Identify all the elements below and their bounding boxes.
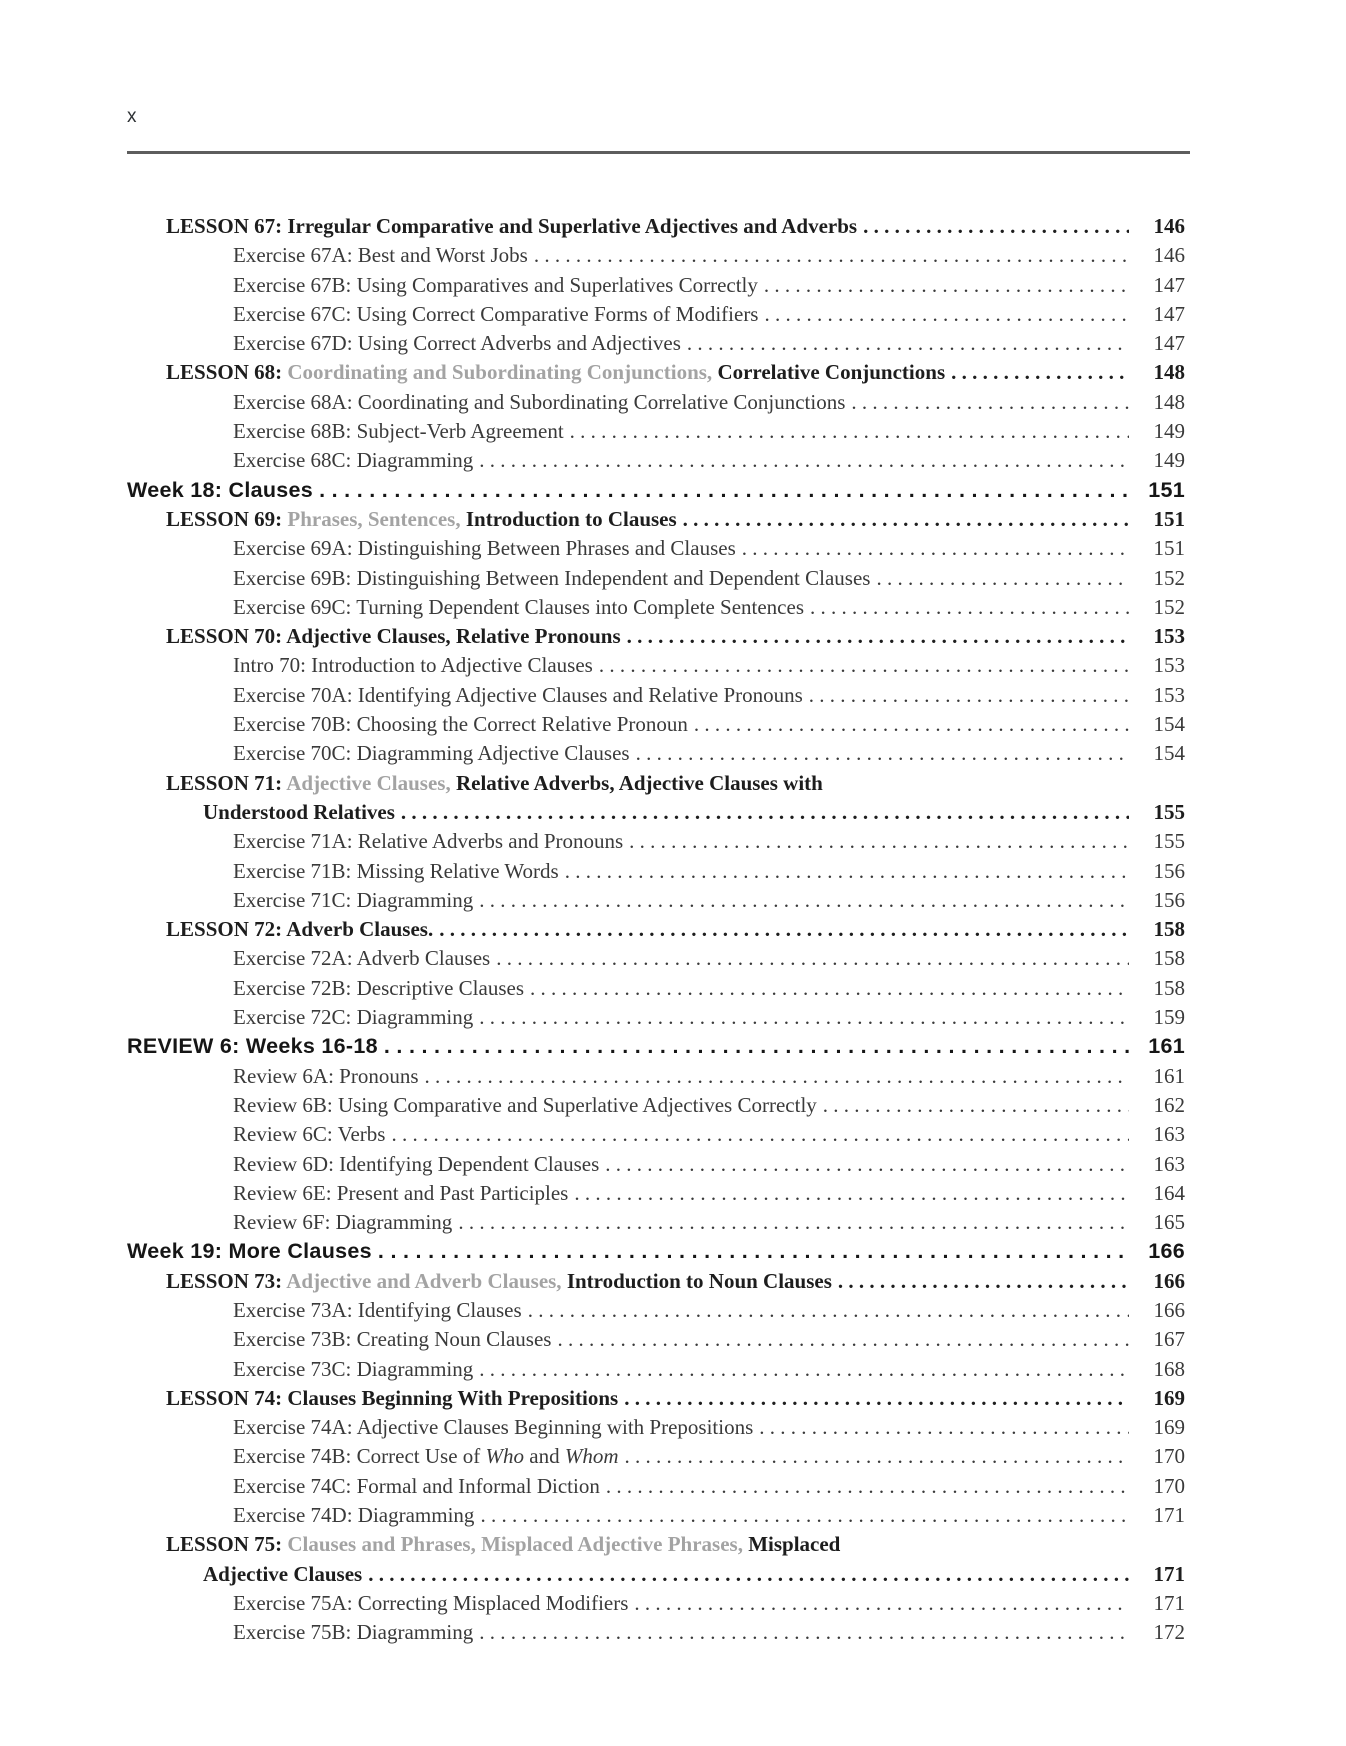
toc-entry-title xyxy=(233,739,630,768)
toc-page-number: 170 xyxy=(1153,1473,1185,1498)
toc-entry-title xyxy=(233,329,681,358)
toc-entry-text-segment: Exercise 74C: Formal and Informal Diction xyxy=(233,1473,600,1498)
dot-leader xyxy=(764,271,1129,300)
toc-entry-text-segment: Exercise 68C: Diagramming xyxy=(233,448,474,473)
toc-entry xyxy=(127,1442,1185,1471)
toc-entry xyxy=(127,1237,1185,1266)
toc-entry-title xyxy=(233,1208,452,1237)
toc-entry xyxy=(127,505,1185,534)
toc-page-number: 152 xyxy=(1153,565,1185,590)
toc-entry-title xyxy=(166,1267,832,1296)
toc-entry-text-segment: and xyxy=(524,1444,565,1469)
dot-leader xyxy=(439,915,1129,944)
toc-page-number: 169 xyxy=(1153,1415,1185,1440)
toc-entry-title xyxy=(233,651,593,680)
toc-entry-title xyxy=(127,1237,372,1266)
toc-entry-title xyxy=(203,798,395,827)
toc-entry-text-segment: Adjective Clauses xyxy=(203,1561,363,1586)
toc-entry xyxy=(127,1589,1185,1618)
toc-entry-title xyxy=(233,944,490,973)
dot-leader xyxy=(876,564,1129,593)
toc-entry-text-segment: Relative Adverbs, Adjective Clauses with xyxy=(455,770,823,795)
toc-entry xyxy=(127,915,1185,944)
dot-leader xyxy=(599,651,1129,680)
toc-page-number: 161 xyxy=(1148,1034,1185,1059)
page-folio: x xyxy=(127,106,137,127)
toc-entry xyxy=(127,1179,1185,1208)
toc-entry-text-segment: Exercise 72C: Diagramming xyxy=(233,1005,474,1030)
toc-entry xyxy=(127,1560,1185,1589)
toc-entry-text-segment: Exercise 67A: Best and Worst Jobs xyxy=(233,243,528,268)
toc-entry-text-segment: Adjective and Adverb Clauses, xyxy=(286,1268,567,1293)
toc-entry xyxy=(127,1296,1185,1325)
toc-entry xyxy=(127,593,1185,622)
toc-entry-title xyxy=(233,1442,619,1471)
toc-entry-title xyxy=(166,769,823,798)
dot-leader xyxy=(625,1442,1129,1471)
toc-entry xyxy=(127,651,1185,680)
toc-entry-title xyxy=(233,417,564,446)
toc-entry xyxy=(127,1413,1185,1442)
toc-entry-text-segment: LESSON 69: xyxy=(166,506,288,531)
dot-leader xyxy=(810,593,1129,622)
dot-leader xyxy=(863,212,1129,241)
dot-leader xyxy=(627,622,1129,651)
toc-entry-title xyxy=(233,300,758,329)
toc-entry-title xyxy=(233,1325,551,1354)
toc-entry-title xyxy=(233,827,623,856)
toc-entry xyxy=(127,1032,1185,1061)
toc-entry xyxy=(127,622,1185,651)
dot-leader xyxy=(458,1208,1129,1237)
toc-entry-text-segment: LESSON 72: Adverb Clauses. xyxy=(166,917,434,942)
header-rule xyxy=(127,151,1190,154)
toc-page-number: 156 xyxy=(1153,858,1185,883)
toc-entry-text-segment: Exercise 68A: Coordinating and Subordinating Correlative Conjunctions xyxy=(233,389,846,414)
toc-entry-text-segment: LESSON 75: xyxy=(166,1532,288,1557)
toc-entry-text-segment: Coordinating and Subordinating Conjunctions, xyxy=(287,360,718,385)
toc-entry xyxy=(127,769,1185,798)
dot-leader xyxy=(528,1296,1129,1325)
toc-entry-title xyxy=(233,1618,473,1647)
toc-entry-text-segment: Who xyxy=(485,1444,525,1469)
toc-page-number: 158 xyxy=(1153,917,1185,942)
dot-leader xyxy=(764,300,1129,329)
toc-page-number: 159 xyxy=(1153,1005,1185,1030)
toc-entry-title xyxy=(233,446,473,475)
toc-page-number: 166 xyxy=(1153,1268,1185,1293)
toc-entry xyxy=(127,388,1185,417)
toc-entry-title xyxy=(233,710,688,739)
toc-entry-text-segment: Phrases, Sentences, xyxy=(287,506,466,531)
toc-page-number: 164 xyxy=(1153,1180,1185,1205)
toc-entry-text-segment: REVIEW 6: Weeks 16-18 xyxy=(127,1034,378,1059)
toc-entry xyxy=(127,1062,1185,1091)
toc-entry-title xyxy=(233,1091,817,1120)
toc-entry-text-segment: LESSON 71: xyxy=(166,770,287,795)
toc-page-number: 166 xyxy=(1148,1239,1185,1264)
dot-leader xyxy=(378,1237,1129,1266)
dot-leader xyxy=(629,827,1129,856)
toc-entry-title xyxy=(166,212,857,241)
dot-leader xyxy=(479,886,1129,915)
toc-entry-title xyxy=(233,1062,419,1091)
toc-list xyxy=(127,212,1185,1648)
dot-leader xyxy=(530,974,1129,1003)
toc-page-number: 154 xyxy=(1153,712,1185,737)
toc-entry-text-segment: LESSON 74: Clauses Beginning With Prepositions xyxy=(166,1385,619,1410)
toc-entry-text-segment: Exercise 67C: Using Correct Comparative Forms of Modifiers xyxy=(233,301,759,326)
toc-entry xyxy=(127,1325,1185,1354)
toc-entry-text-segment: Introduction to Noun Clauses xyxy=(566,1268,832,1293)
toc-entry-text-segment: Exercise 71B: Missing Relative Words xyxy=(233,858,559,883)
toc-entry xyxy=(127,681,1185,710)
toc-entry-text-segment: Exercise 74B: Correct Use of xyxy=(233,1444,486,1469)
toc-entry-title xyxy=(203,1560,362,1589)
toc-entry-title xyxy=(166,1530,840,1559)
toc-entry-text-segment: Exercise 67B: Using Comparatives and Superlatives Correctly xyxy=(233,272,758,297)
toc-entry-title xyxy=(166,358,945,387)
toc-page-number: 153 xyxy=(1153,653,1185,678)
toc-entry-title xyxy=(166,1384,618,1413)
dot-leader xyxy=(384,1032,1129,1061)
toc-entry-title xyxy=(233,886,473,915)
toc-entry xyxy=(127,446,1185,475)
toc-entry xyxy=(127,1530,1185,1559)
toc-entry-title xyxy=(166,915,433,944)
toc-page-number: 165 xyxy=(1153,1210,1185,1235)
toc-entry-title xyxy=(233,681,803,710)
toc-page-number: 167 xyxy=(1153,1327,1185,1352)
dot-leader xyxy=(368,1560,1129,1589)
toc-entry-text-segment: Exercise 75B: Diagramming xyxy=(233,1620,474,1645)
toc-entry xyxy=(127,300,1185,329)
toc-entry xyxy=(127,1208,1185,1237)
toc-entry-text-segment: Exercise 70A: Identifying Adjective Clauses and Relative Pronouns xyxy=(233,682,803,707)
toc-entry-text-segment: Exercise 70B: Choosing the Correct Relative Pronoun xyxy=(233,712,688,737)
toc-page-number: 156 xyxy=(1153,887,1185,912)
toc-entry xyxy=(127,827,1185,856)
toc-entry-text-segment: Exercise 73C: Diagramming xyxy=(233,1356,474,1381)
toc-entry-text-segment: Exercise 71A: Relative Adverbs and Pronouns xyxy=(233,829,624,854)
toc-page-number: 149 xyxy=(1153,419,1185,444)
toc-entry-text-segment: Exercise 68B: Subject-Verb Agreement xyxy=(233,419,564,444)
dot-leader xyxy=(479,1355,1129,1384)
toc-entry-text-segment: LESSON 73: xyxy=(166,1268,287,1293)
toc-entry-text-segment: Review 6C: Verbs xyxy=(233,1122,386,1147)
toc-entry-text-segment: Exercise 73A: Identifying Clauses xyxy=(233,1297,522,1322)
toc-entry-title xyxy=(127,476,313,505)
dot-leader xyxy=(809,681,1129,710)
toc-entry-text-segment: Exercise 73B: Creating Noun Clauses xyxy=(233,1327,552,1352)
toc-page-number: 171 xyxy=(1153,1561,1185,1586)
toc-entry-title xyxy=(233,1120,385,1149)
dot-leader xyxy=(742,534,1129,563)
toc-entry-text-segment: Exercise 69C: Turning Dependent Clauses into Complete Sentences xyxy=(233,594,804,619)
toc-entry-title xyxy=(166,622,621,651)
toc-page-number: 158 xyxy=(1153,946,1185,971)
toc-entry xyxy=(127,1384,1185,1413)
dot-leader xyxy=(851,388,1129,417)
toc-entry xyxy=(127,739,1185,768)
dot-leader xyxy=(636,739,1129,768)
toc-entry xyxy=(127,358,1185,387)
toc-entry xyxy=(127,271,1185,300)
toc-page-number: 153 xyxy=(1153,624,1185,649)
toc-page-number: 163 xyxy=(1153,1122,1185,1147)
toc-entry xyxy=(127,1120,1185,1149)
toc-entry-title xyxy=(127,1032,378,1061)
toc-entry-text-segment: Exercise 71C: Diagramming xyxy=(233,887,474,912)
dot-leader xyxy=(624,1384,1129,1413)
toc-page-number: 161 xyxy=(1153,1063,1185,1088)
toc-entry-text-segment: Adjective Clauses, xyxy=(286,770,456,795)
toc-page-number: 151 xyxy=(1153,506,1185,531)
toc-entry-text-segment: Understood Relatives xyxy=(203,799,395,824)
toc-page-number: 171 xyxy=(1153,1590,1185,1615)
dot-leader xyxy=(319,476,1129,505)
dot-leader xyxy=(606,1472,1129,1501)
toc-entry xyxy=(127,857,1185,886)
toc-page-number: 168 xyxy=(1153,1356,1185,1381)
toc-entry-text-segment: Misplaced xyxy=(748,1532,841,1557)
dot-leader xyxy=(683,505,1129,534)
toc-page-number: 146 xyxy=(1153,243,1185,268)
toc-entry xyxy=(127,329,1185,358)
toc-entry-text-segment: Review 6D: Identifying Dependent Clauses xyxy=(233,1151,600,1176)
toc-entry xyxy=(127,710,1185,739)
toc-entry-text-segment: Exercise 74D: Diagramming xyxy=(233,1503,475,1528)
toc-page-number: 148 xyxy=(1153,360,1185,385)
toc-entry-text-segment: Review 6F: Diagramming xyxy=(233,1210,453,1235)
toc-entry xyxy=(127,241,1185,270)
toc-page-number: 154 xyxy=(1153,741,1185,766)
toc-entry-text-segment: Exercise 72A: Adverb Clauses xyxy=(233,946,491,971)
toc-entry-text-segment: Review 6A: Pronouns xyxy=(233,1063,419,1088)
dot-leader xyxy=(425,1062,1130,1091)
toc-entry-text-segment: Week 18: Clauses xyxy=(127,477,314,502)
toc-entry-title xyxy=(233,564,870,593)
toc-entry-title xyxy=(233,1355,473,1384)
toc-entry-title xyxy=(233,1003,473,1032)
toc-page-number: 152 xyxy=(1153,594,1185,619)
toc-entry-text-segment: Exercise 67D: Using Correct Adverbs and Adjectives xyxy=(233,331,681,356)
dot-leader xyxy=(479,1618,1129,1647)
toc-page-number: 170 xyxy=(1153,1444,1185,1469)
toc-entry-text-segment: LESSON 68: xyxy=(166,360,288,385)
toc-entry-title xyxy=(233,974,524,1003)
toc-entry xyxy=(127,1150,1185,1179)
toc-page-number: 153 xyxy=(1153,682,1185,707)
dot-leader xyxy=(479,1003,1129,1032)
toc-page-number: 147 xyxy=(1153,272,1185,297)
toc-entry-text-segment: Introduction to Clauses xyxy=(465,506,677,531)
toc-page-number: 151 xyxy=(1153,536,1185,561)
dot-leader xyxy=(480,1501,1129,1530)
toc-entry xyxy=(127,417,1185,446)
toc-entry-text-segment: LESSON 67: Irregular Comparative and Superlative Adjectives and Adverbs xyxy=(166,214,858,238)
toc-entry xyxy=(127,1267,1185,1296)
toc-page-number: 155 xyxy=(1153,829,1185,854)
toc-entry xyxy=(127,886,1185,915)
toc-page-number: 171 xyxy=(1153,1503,1185,1528)
toc-page-number: 158 xyxy=(1153,975,1185,1000)
toc-entry-title xyxy=(233,388,845,417)
toc-entry-title xyxy=(233,271,758,300)
dot-leader xyxy=(951,358,1129,387)
dot-leader xyxy=(823,1091,1129,1120)
dot-leader xyxy=(634,1589,1129,1618)
toc-entry-title xyxy=(233,534,736,563)
dot-leader xyxy=(401,798,1129,827)
dot-leader xyxy=(605,1150,1129,1179)
toc-page-number: 169 xyxy=(1153,1385,1185,1410)
toc-entry-title xyxy=(233,593,804,622)
toc-page-number: 166 xyxy=(1153,1297,1185,1322)
dot-leader xyxy=(391,1120,1129,1149)
toc-entry-text-segment: Exercise 70C: Diagramming Adjective Clauses xyxy=(233,741,630,766)
toc-entry-title xyxy=(233,1472,600,1501)
toc-entry-title xyxy=(233,1150,599,1179)
toc-entry-title xyxy=(166,505,677,534)
toc-entry-text-segment: Week 19: More Clauses xyxy=(127,1239,372,1264)
dot-leader xyxy=(534,241,1129,270)
toc-entry-title xyxy=(233,1589,628,1618)
dot-leader xyxy=(570,417,1129,446)
toc-page-number: 146 xyxy=(1153,214,1185,238)
toc-entry xyxy=(127,1003,1185,1032)
toc-entry-text-segment: Review 6E: Present and Past Participles xyxy=(233,1180,569,1205)
toc-page-number: 149 xyxy=(1153,448,1185,473)
dot-leader xyxy=(496,944,1129,973)
toc-page-number: 148 xyxy=(1153,389,1185,414)
toc-page-number: 155 xyxy=(1153,799,1185,824)
toc-entry-title xyxy=(233,1296,522,1325)
toc-entry-text-segment: Exercise 69A: Distinguishing Between Phrases and Clauses xyxy=(233,536,736,561)
toc-entry xyxy=(127,1091,1185,1120)
toc-entry xyxy=(127,212,1185,241)
toc-entry xyxy=(127,534,1185,563)
toc-page-number: 147 xyxy=(1153,331,1185,356)
dot-leader xyxy=(687,329,1129,358)
toc-entry xyxy=(127,1472,1185,1501)
toc-entry xyxy=(127,1501,1185,1530)
dot-leader xyxy=(565,857,1129,886)
toc-entry xyxy=(127,798,1185,827)
toc-entry-title xyxy=(233,1179,568,1208)
toc-entry xyxy=(127,1618,1185,1647)
toc-page-number: 162 xyxy=(1153,1092,1185,1117)
toc-entry xyxy=(127,974,1185,1003)
toc-entry-text-segment: Exercise 69B: Distinguishing Between Independent and Dependent Clauses xyxy=(233,565,871,590)
toc-entry xyxy=(127,476,1185,505)
dot-leader xyxy=(694,710,1129,739)
toc-entry-text-segment: LESSON 70: Adjective Clauses, Relative Pronouns xyxy=(166,624,621,649)
toc-page-number: 172 xyxy=(1153,1620,1185,1645)
toc-entry-text-segment: Review 6B: Using Comparative and Superlative Adjectives Correctly xyxy=(233,1092,817,1117)
dot-leader xyxy=(574,1179,1129,1208)
toc-page-number: 163 xyxy=(1153,1151,1185,1176)
toc-entry-text-segment: Correlative Conjunctions xyxy=(717,360,946,385)
toc-entry-text-segment: Exercise 74A: Adjective Clauses Beginning with Prepositions xyxy=(233,1415,754,1440)
toc-entry-text-segment: Intro 70: Introduction to Adjective Clauses xyxy=(233,653,593,678)
dot-leader xyxy=(479,446,1129,475)
toc-entry xyxy=(127,1355,1185,1384)
toc-entry-title xyxy=(233,241,528,270)
toc-entry-text-segment: Clauses and Phrases, Misplaced Adjective Phrases, xyxy=(287,1532,749,1557)
dot-leader xyxy=(557,1325,1129,1354)
toc-page-number: 147 xyxy=(1153,301,1185,326)
toc-entry-title xyxy=(233,857,559,886)
dot-leader xyxy=(838,1267,1129,1296)
toc-entry-title xyxy=(233,1501,474,1530)
toc-entry-text-segment: Exercise 75A: Correcting Misplaced Modifiers xyxy=(233,1590,629,1615)
toc-page-number: 151 xyxy=(1148,477,1185,502)
toc-entry-title xyxy=(233,1413,753,1442)
toc-entry xyxy=(127,944,1185,973)
dot-leader xyxy=(759,1413,1129,1442)
toc-entry xyxy=(127,564,1185,593)
toc-entry-text-segment: Exercise 72B: Descriptive Clauses xyxy=(233,975,525,1000)
toc-entry-text-segment: Whom xyxy=(564,1444,619,1469)
